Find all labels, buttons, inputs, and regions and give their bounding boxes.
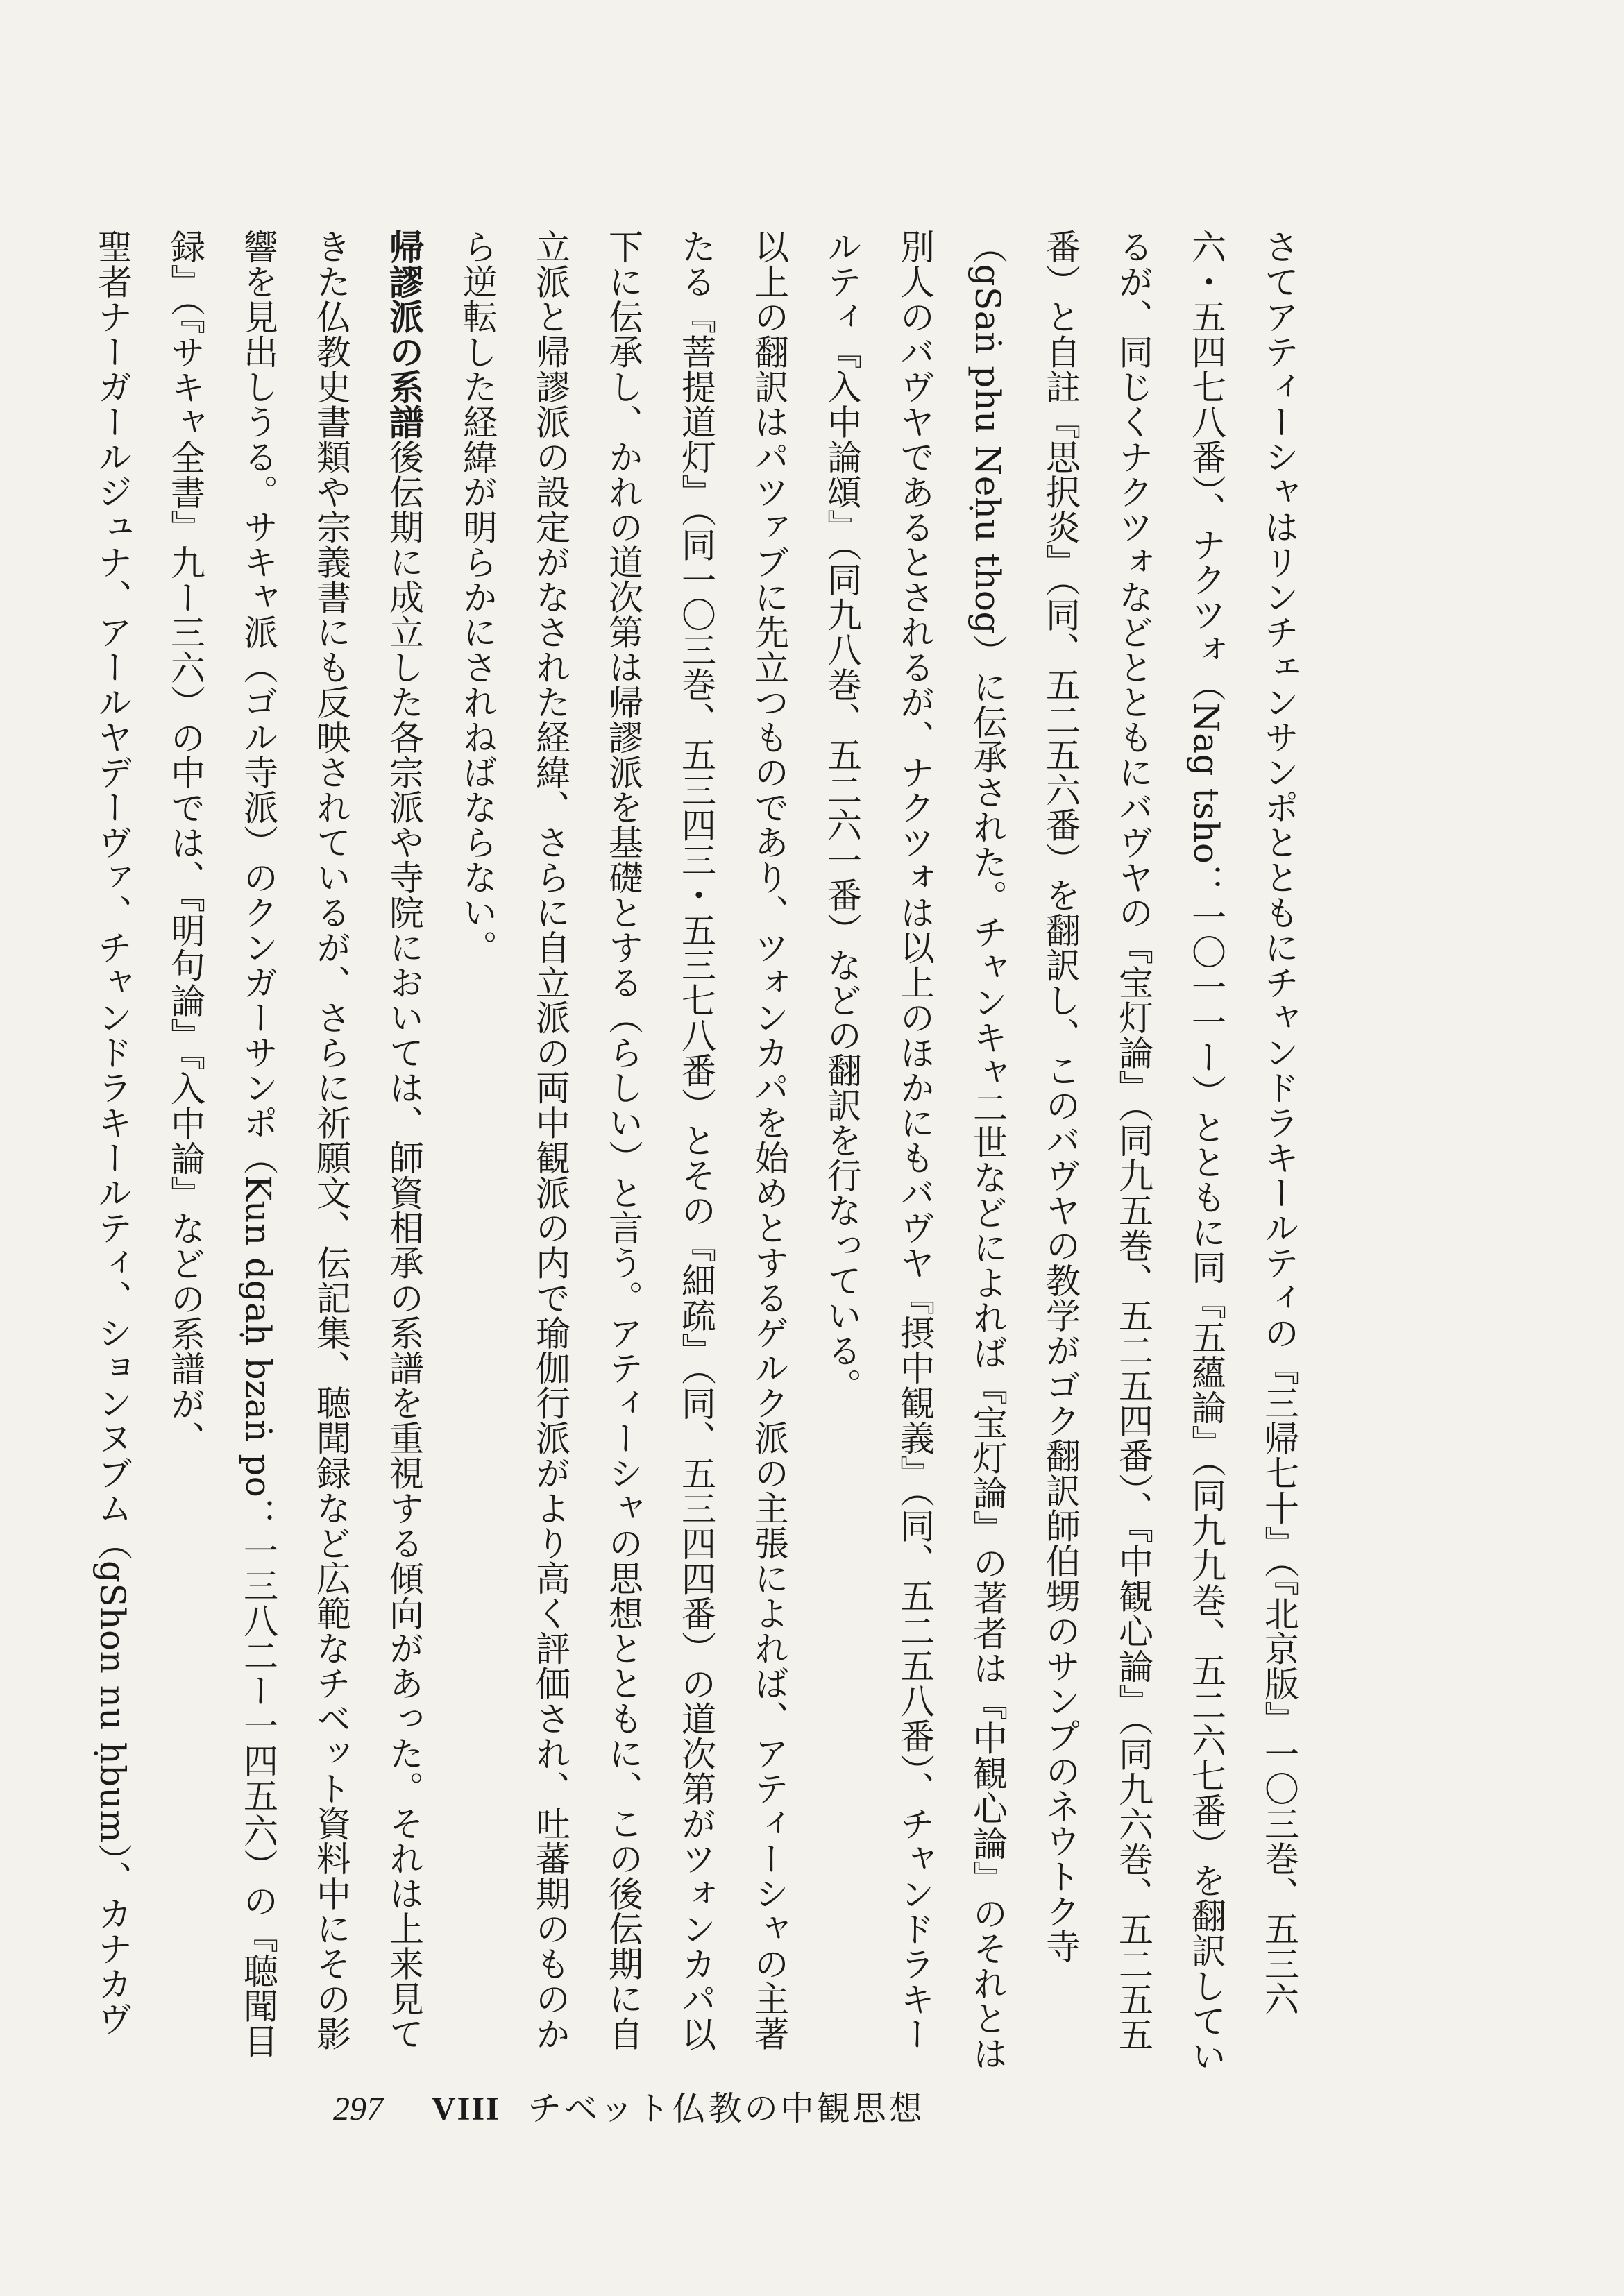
vertical-text-block bbox=[92, 229, 1315, 2075]
page-number: 297 bbox=[333, 2091, 383, 2127]
chapter-title: チベット仏教の中観思想 bbox=[527, 2089, 925, 2128]
paragraph-1: さてアティーシャはリンチェンサンポとともにチャンドラキールティの『三帰七十』（『北京版』一〇三巻、五三六六・五四七八番）、ナクツォ（Nag tsho：一〇一一ー）とともに同『五蘊論』（同九九巻、五二六七番）を翻訳しているが、同じくナクツォなどとともにバヴヤの『宝灯論』（同九五巻、五二五四番）、『中観心論』（同九六巻、五二五五番）と自註『思択炎』（同、五二五六番）を翻訳し、このバヴヤの教学がゴク翻訳師伯甥のサンプのネウトク寺（gSaṅ phu Neḥu thog）に伝承された。チャンキャ二世などによれば『宝灯論』の著者は『中観心論』のそれとは別人のバヴヤであるとされるが、ナクツォは以上のほかにもバヴヤ『摂中観義』（同、五二五八番）、チャンドラキールティ『入中論頌』（同九八巻、五二六一番）などの翻訳を行なっている。 bbox=[822, 229, 1299, 2074]
paragraph-4: 聖者ナーガールジュナ、アールヤデーヴァ、チャンドラキールティ、ションヌブム（gShon nu ḥbum）、カナカヴ bbox=[92, 229, 133, 2036]
paragraph-3-text: 後伝期に成立した各宗派や寺院においては、師資相承の系譜を重視する傾向があった。それは上来見てきた仏教史書類や宗義書にも反映されているが、さらに祈願文、伝記集、聴聞録など広範なチベット資料中にその影響を見出しうる。サキャ派（ゴル寺派）のクンガーサンポ（Kun dgaḥ bzaṅ po：一三八二ー一四五六）の『聴聞目録』（『サキャ全書』九ー三六）の中では、『明句論』『入中論』などの系譜が、 bbox=[165, 229, 424, 2059]
chapter-numeral: VIII bbox=[432, 2091, 500, 2127]
section-heading: 帰謬派の系譜 bbox=[384, 229, 425, 439]
paragraph-3 bbox=[149, 229, 441, 2075]
paragraph-2: 以上の翻訳はパツァブに先立つものであり、ツォンカパを始めとするゲルク派の主張によれば、アティーシャの主著たる『菩提道灯』（同一〇三巻、五三四三・五三七八番）とその『細疏』（同、五三四四番）の道次第がツォンカパ以下に伝承し、かれの道次第は帰謬派を基礎とする（らしい）と言う。アティーシャの思想とともに、この後伝期に自立派と帰謬派の設定がなされた経緯、さらに自立派の両中観派の内で瑜伽行派がより高く評価され、吐蕃期のものから逆転した経緯が明らかにされねばならない。 bbox=[457, 229, 789, 2052]
page-footer bbox=[333, 2082, 925, 2129]
